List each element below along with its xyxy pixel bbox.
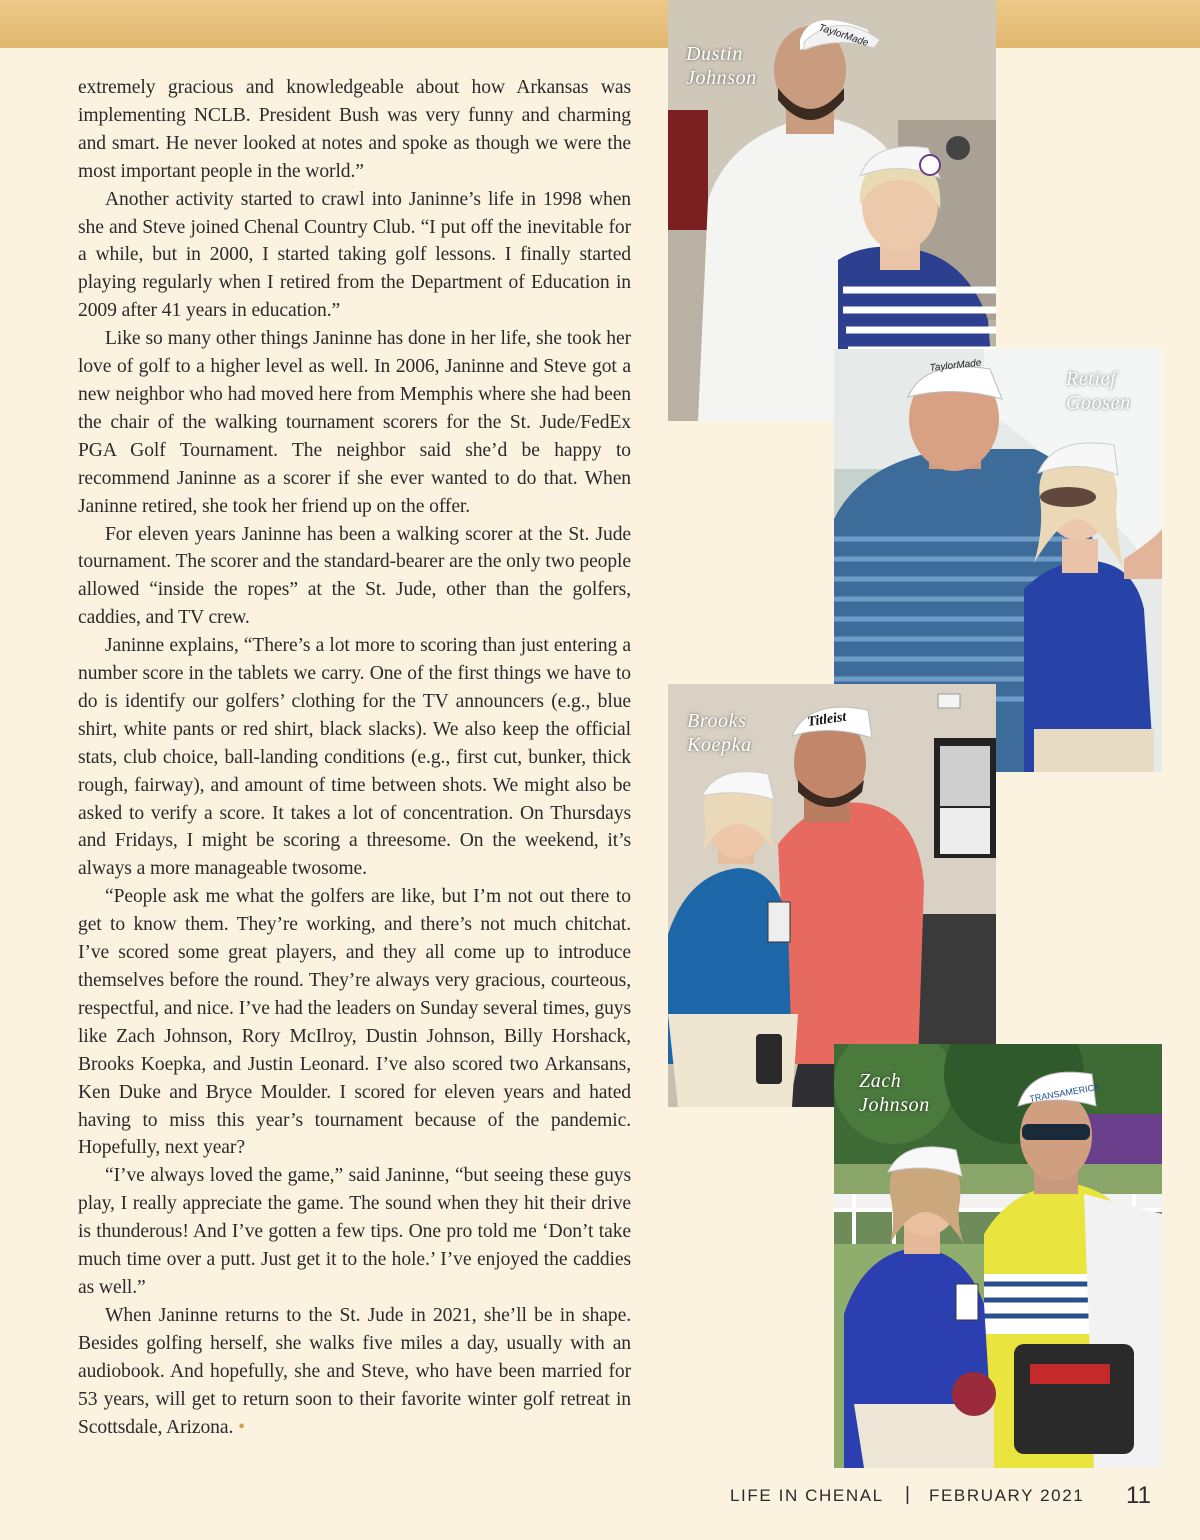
caption-line: Goosen [1066,392,1131,414]
caption-line: Dustin [686,43,743,65]
footer-separator: | [905,1484,910,1505]
top-color-band [0,0,1200,48]
caption-line: Koepka [687,734,752,756]
page-number: 11 [1126,1482,1151,1509]
article-paragraph: Another activity started to crawl into Janinne’s life in 1998 when she and Steve joined Chenal Country Club. “I put off the inevitable for a while, but in 2000, I started taking golf lessons. I finally started playing regularly when I retired from the Department of Education in 2009 after 41 years in education.” [78,188,631,322]
article-paragraph-text: When Janinne returns to the St. Jude in 2021, she’ll be in shape. Besides golfing herself, she walks five miles a day, usually with an audiobook. And hopefully, she and Steve, who have been married for 53 years, will get to return soon to their favorite winter golf retreat in Scottsdale, Arizona. [78,1304,631,1438]
article-paragraph: “I’ve always loved the game,” said Janinne, “but seeing these guys play, I really appreciate the game. The sound when they hit their drive is thunderous! And I’ve gotten a few tips. One pro told me ‘Don’t take much time over a putt. Just get it to the hole.’ I’ve enjoyed the caddies as well.” [78,1165,631,1298]
cap-logo-text: TaylorMade [817,22,870,49]
photo-caption [859,1069,930,1117]
article-paragraph: Janinne explains, “There’s a lot more to scoring than just entering a number score in the tablets we carry. One of the first things we have to do is identify our golfers’ clothing for the TV announcers (e.g., blue shirt, white pants or red shirt, black slacks). We also keep the official stats, club choice, ball-landing conditions (e.g., first cut, bunker, thick rough, fairway), and amount of time between shots. We might also be asked to verify a score. It takes a lot of concentration. On Thursdays and Fridays, I might be scoring a threesome. On the weekend, it’s always a more manageable twosome. [78,635,631,880]
caption-line: Zach [859,1070,902,1092]
magazine-name: LIFE IN CHENAL [730,1486,884,1505]
caption-line: Johnson [859,1094,930,1116]
issue-date: FEBRUARY 2021 [929,1486,1085,1505]
caption-line: Retief [1066,368,1117,390]
article-paragraph: extremely gracious and knowledgeable about how Arkansas was implementing NCLB. President Bush was very funny and charming and smart. He never looked at notes and spoke as though we were the most important people in the world.” [78,77,631,182]
photo-caption [686,42,757,90]
article-paragraph: Like so many other things Janinne has done in her life, she took her love of golf to a higher level as well. In 2006, Janinne and Steve got a new neighbor who had moved here from Memphis where she had been the chair of the walking tournament scorers for the St. Jude/FedEx PGA Golf Tournament. The neighbor said she’d be happy to recommend Janinne as a scorer if she ever wanted to do that. When Janinne retired, she took her friend up on the offer. [78,328,631,517]
caption-line: Brooks [687,710,747,732]
cap-logo-text: TaylorMade [929,357,982,374]
end-bullet: • [238,1416,245,1438]
article-paragraph: For eleven years Janinne has been a walking scorer at the St. Jude tournament. The scorer and the standard-bearer are the only two people allowed “inside the ropes” at the St. Jude, other than the golfers, caddies, and TV crew. [78,523,631,629]
article-paragraph-last [78,1302,631,1442]
cap-logo-text: TRANSAMERICA [1028,1081,1101,1104]
caption-line: Johnson [686,67,757,89]
photo-caption [1066,367,1131,415]
article-paragraph: “People ask me what the golfers are like, but I’m not out there to get to know them. They’re working, and there’s not much chitchat. I’ve scored some great players, and they all come up to introduce themselves before the round. They’re always very gracious, courteous, respectful, and nice. I’ve had the leaders on Sunday several times, guys like Zach Johnson, Rory McIlroy, Dustin Johnson, Billy Horshack, Brooks Koepka, and Justin Leonard. I’ve also scored two Arkansans, Ken Duke and Bryce Moulder. I scored for eleven years and hated having to miss this year’s tournament because of the pandemic. Hopefully, next year? [78,886,631,1159]
photo-zach-johnson [834,1044,1162,1468]
photo-caption [687,709,752,757]
cap-logo-text: Titleist [806,709,848,730]
article-body [78,74,631,1441]
page-footer [730,1482,1160,1512]
